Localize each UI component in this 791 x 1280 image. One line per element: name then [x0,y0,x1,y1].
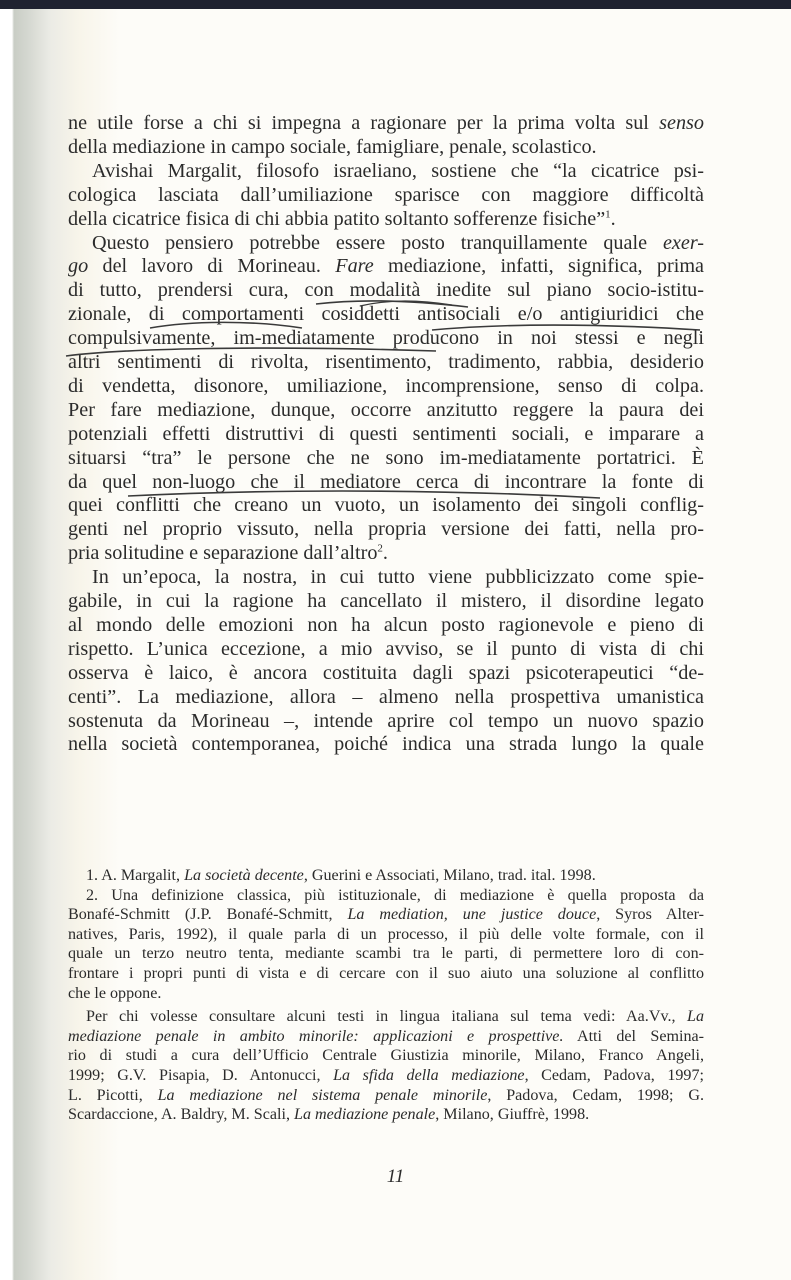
text-span: quei conflitti che creano un vuoto, un isolamento dei singoli conflig- [68,494,704,517]
text-span: Scardaccione, A. Baldry, M. Scali, [68,1106,294,1124]
footnote-line [68,1066,704,1086]
footnote-line [86,1007,704,1027]
footnote-line [68,1046,704,1066]
text-span: . [610,207,616,230]
text-span: Questo pensiero potrebbe essere posto tranquillamente quale [92,231,663,254]
text-span: sostenuta da Morineau –, intende aprire col tempo un nuovo spazio [68,709,704,732]
footnote-line [68,944,704,964]
text-line [68,398,704,422]
text-span: mediazione, infatti, significa, prima [373,255,704,278]
text-span: osserva è laico, è ancora costituita dagli spazi psicoterapeutici “de- [68,661,704,684]
footnote-line [68,984,704,1004]
text-line [68,446,704,470]
text-line [68,278,704,302]
text-span: al mondo delle emozioni non ha alcun posto ragionevole e pieno di [68,613,704,636]
text-span: della mediazione in campo sociale, famigliare, penale, scolastico. [68,135,597,158]
text-line [68,661,704,685]
text-span: cologica lasciata dall’umiliazione sparisce con maggiore difficoltà [68,183,704,206]
text-line [92,159,704,183]
text-line [68,254,704,278]
text-line [68,709,704,733]
text-line [68,470,704,494]
text-span: natives, Paris, 1992), il quale parla di un processo, il più delle volte formale, con il [68,925,704,943]
text-span: rio di studi a cura dell’Ufficio Centrale Giustizia minorile, Milano, Franco Angeli, [68,1047,704,1065]
footnote-line [86,866,704,886]
text-span: di tutto, prendersi cura, con modalità inedite sul piano socio-istitu- [68,279,704,302]
text-span: genti nel proprio vissuto, nella propria versione dei fatti, nella pro- [68,518,704,541]
text-span: 1999; G.V. Pisapia, D. Antonucci, [68,1067,334,1084]
italic-text: La sfida della mediazione [333,1067,525,1084]
text-span: 2. Una definizione classica, più istituzionale, di mediazione è quella proposta da [86,886,704,904]
text-span: 1. A. Margalit, [86,867,185,884]
text-span: Atti del Semina- [563,1027,705,1045]
italic-text: senso [659,112,704,134]
text-line [68,374,704,398]
text-line [68,422,704,446]
footnote-ref: 1 [605,207,611,220]
footnote-ref: 2 [377,542,383,555]
text-span: nella società contemporanea, poiché indica una strada lungo la quale [68,733,704,756]
text-line [68,326,704,350]
text-line [68,135,704,159]
text-span: ne utile forse a chi si impegna a ragionare per la prima volta sul [68,112,660,134]
italic-text: La mediazione nel sistema penale minorile [157,1086,488,1104]
text-span: In un’epoca, la nostra, in cui tutto viene pubblicizzato come spie- [92,566,704,589]
text-span: , Cedam, Padova, 1997; [524,1067,704,1084]
italic-text: La società decente [184,867,304,884]
text-span: Avishai Margalit, filosofo israeliano, sostiene che “la cicatrice psi- [92,159,704,182]
footnote-line [68,1027,704,1047]
text-span: che le oppone. [68,984,162,1002]
italic-text: mediazione penale in ambito minorile: applicazioni e prospettive. [68,1027,564,1045]
text-line [68,589,704,613]
text-span: , Padova, Cedam, 1998; G. [487,1086,704,1104]
footnote-line [68,925,704,945]
italic-text: Fare [335,255,374,278]
page-number: 11 [386,1166,405,1187]
italic-text: La mediazione penale [294,1106,436,1124]
footnote-line [86,886,704,906]
text-span: Per chi volesse consultare alcuni testi in lingua italiana sul tema vedi: Aa.Vv., [86,1008,687,1026]
italic-text: La mediation, une justice douce [347,906,597,924]
italic-text: go [68,255,89,278]
text-span: situarsi “tra” le persone che ne sono im-mediatamente portatrici. È [68,446,704,469]
text-span: centi”. La mediazione, allora – almeno nella prospettiva umanistica [68,685,704,708]
text-span: del lavoro di Morineau. [88,255,336,278]
text-span: altri sentimenti di rivolta, risentimento, tradimento, rabbia, desiderio [68,351,704,373]
text-span: della cicatrice fisica di chi abbia patito soltanto sofferenze fisiche” [68,207,606,230]
text-line [92,231,704,255]
italic-text: La [687,1008,704,1026]
text-span: , Guerini e Associati, Milano, trad. ital. 1998. [303,867,596,884]
text-span: compulsivamente, im-mediatamente producono in noi stessi e negli [68,327,704,350]
text-line [68,111,704,135]
footnote-line [68,1086,704,1106]
text-span: pria solitudine e separazione dall’altro [68,542,378,565]
text-span: . [382,542,388,565]
text-line [68,685,704,709]
text-line [68,493,704,517]
text-line [68,350,704,374]
text-line [68,541,704,565]
text-span: potenziali effetti distruttivi di questi sentimenti sociali, e imparare a [68,422,704,445]
text-line [68,302,704,326]
text-span: da quel non-luogo che il mediatore cerca di incontrare la fonte di [68,470,704,493]
text-line [92,565,704,589]
text-line [68,517,704,541]
footnote-line [68,905,704,925]
text-span: frontare i propri punti di vista e di cercare con il suo aiuto una soluzione al conflitto [68,965,704,982]
italic-text: exer- [662,231,704,254]
text-span: rispetto. L’unica eccezione, a mio avviso, se il punto di vista di chi [68,637,704,660]
text-span: gabile, in cui la ragione ha cancellato il mistero, il disordine legato [68,590,704,612]
text-line [68,183,704,207]
text-line [68,207,704,231]
text-line [68,732,704,756]
text-span: zionale, di comportamenti cosiddetti antisociali e/o antigiuridici che [68,303,704,326]
text-line [68,637,704,661]
text-span: Per fare mediazione, dunque, occorre anzitutto reggere la paura dei [68,398,704,421]
footnote-line [68,964,704,984]
text-span: L. Picotti, [68,1086,158,1104]
text-line [68,613,704,637]
text-span: , Milano, Giuffrè, 1998. [435,1106,590,1124]
text-span: Bonafé-Schmitt (J.P. Bonafé-Schmitt, [68,906,348,924]
footnote-line [68,1105,704,1125]
text-span: di vendetta, disonore, umiliazione, incomprensione, senso di colpa. [68,374,704,397]
text-span: , Syros Alter- [596,906,704,924]
text-span: quale un terzo neutro tenta, mediante scambi tra le parti, di permettere loro di con- [68,945,704,963]
